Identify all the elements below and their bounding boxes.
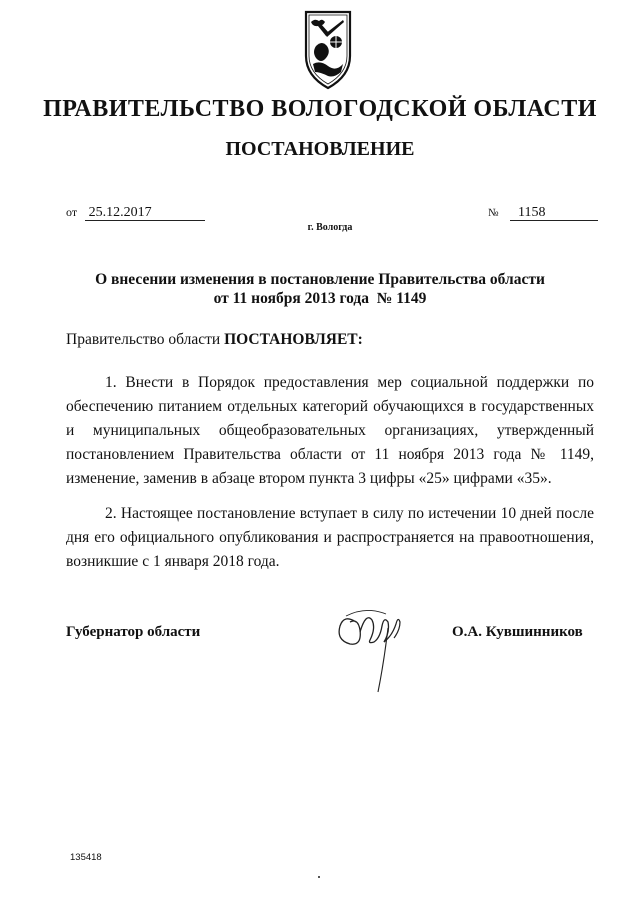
signer-name: О.А. Кувшинников bbox=[452, 624, 583, 640]
preamble bbox=[66, 331, 363, 349]
coat-of-arms-emblem bbox=[296, 6, 360, 92]
date-label: от bbox=[66, 205, 78, 219]
number-label: № bbox=[488, 207, 499, 219]
document-subject bbox=[80, 270, 560, 308]
subject-line-2: от 11 ноября 2013 года № 1149 bbox=[213, 290, 427, 307]
paragraph-1: 1. Внести в Порядок предоставления мер социальной поддержки по обеспечению питанием отдельных категорий обучающихся в государственных и муниципальных общеобразовательных организациях, утвержденный постановлением Правительства области от 11 ноября 2013 года № 1149, изменение, заменив в абзаце втором пункта 3 цифры «25» цифрами «35». bbox=[66, 374, 594, 487]
number-field bbox=[488, 205, 598, 221]
signature-scribble-icon bbox=[326, 592, 416, 704]
handwritten-signature bbox=[326, 592, 416, 704]
document-type-title: ПОСТАНОВЛЕНИЕ bbox=[225, 138, 415, 160]
date-value: 25.12.2017 bbox=[85, 205, 205, 221]
city-label: г. Вологда bbox=[307, 222, 353, 233]
preamble-resolve: ПОСТАНОВЛЯЕТ: bbox=[224, 331, 363, 348]
signer-title: Губернатор области bbox=[66, 624, 201, 640]
preamble-text: Правительство области bbox=[66, 331, 225, 348]
scan-speck bbox=[318, 876, 320, 878]
number-value: 1158 bbox=[510, 205, 598, 221]
date-field bbox=[66, 205, 205, 221]
organization-title: ПРАВИТЕЛЬСТВО ВОЛОГОДСКОЙ ОБЛАСТИ bbox=[43, 96, 597, 122]
subject-line-1: О внесении изменения в постановление Правительства области bbox=[95, 271, 545, 288]
paragraph-2: 2. Настоящее постановление вступает в силу по истечении 10 дней после дня его официального опубликования и распространяется на правоотношения, возникшие с 1 января 2018 года. bbox=[66, 505, 594, 570]
document-code: 135418 bbox=[70, 852, 102, 863]
emblem-shield-icon bbox=[296, 6, 360, 92]
